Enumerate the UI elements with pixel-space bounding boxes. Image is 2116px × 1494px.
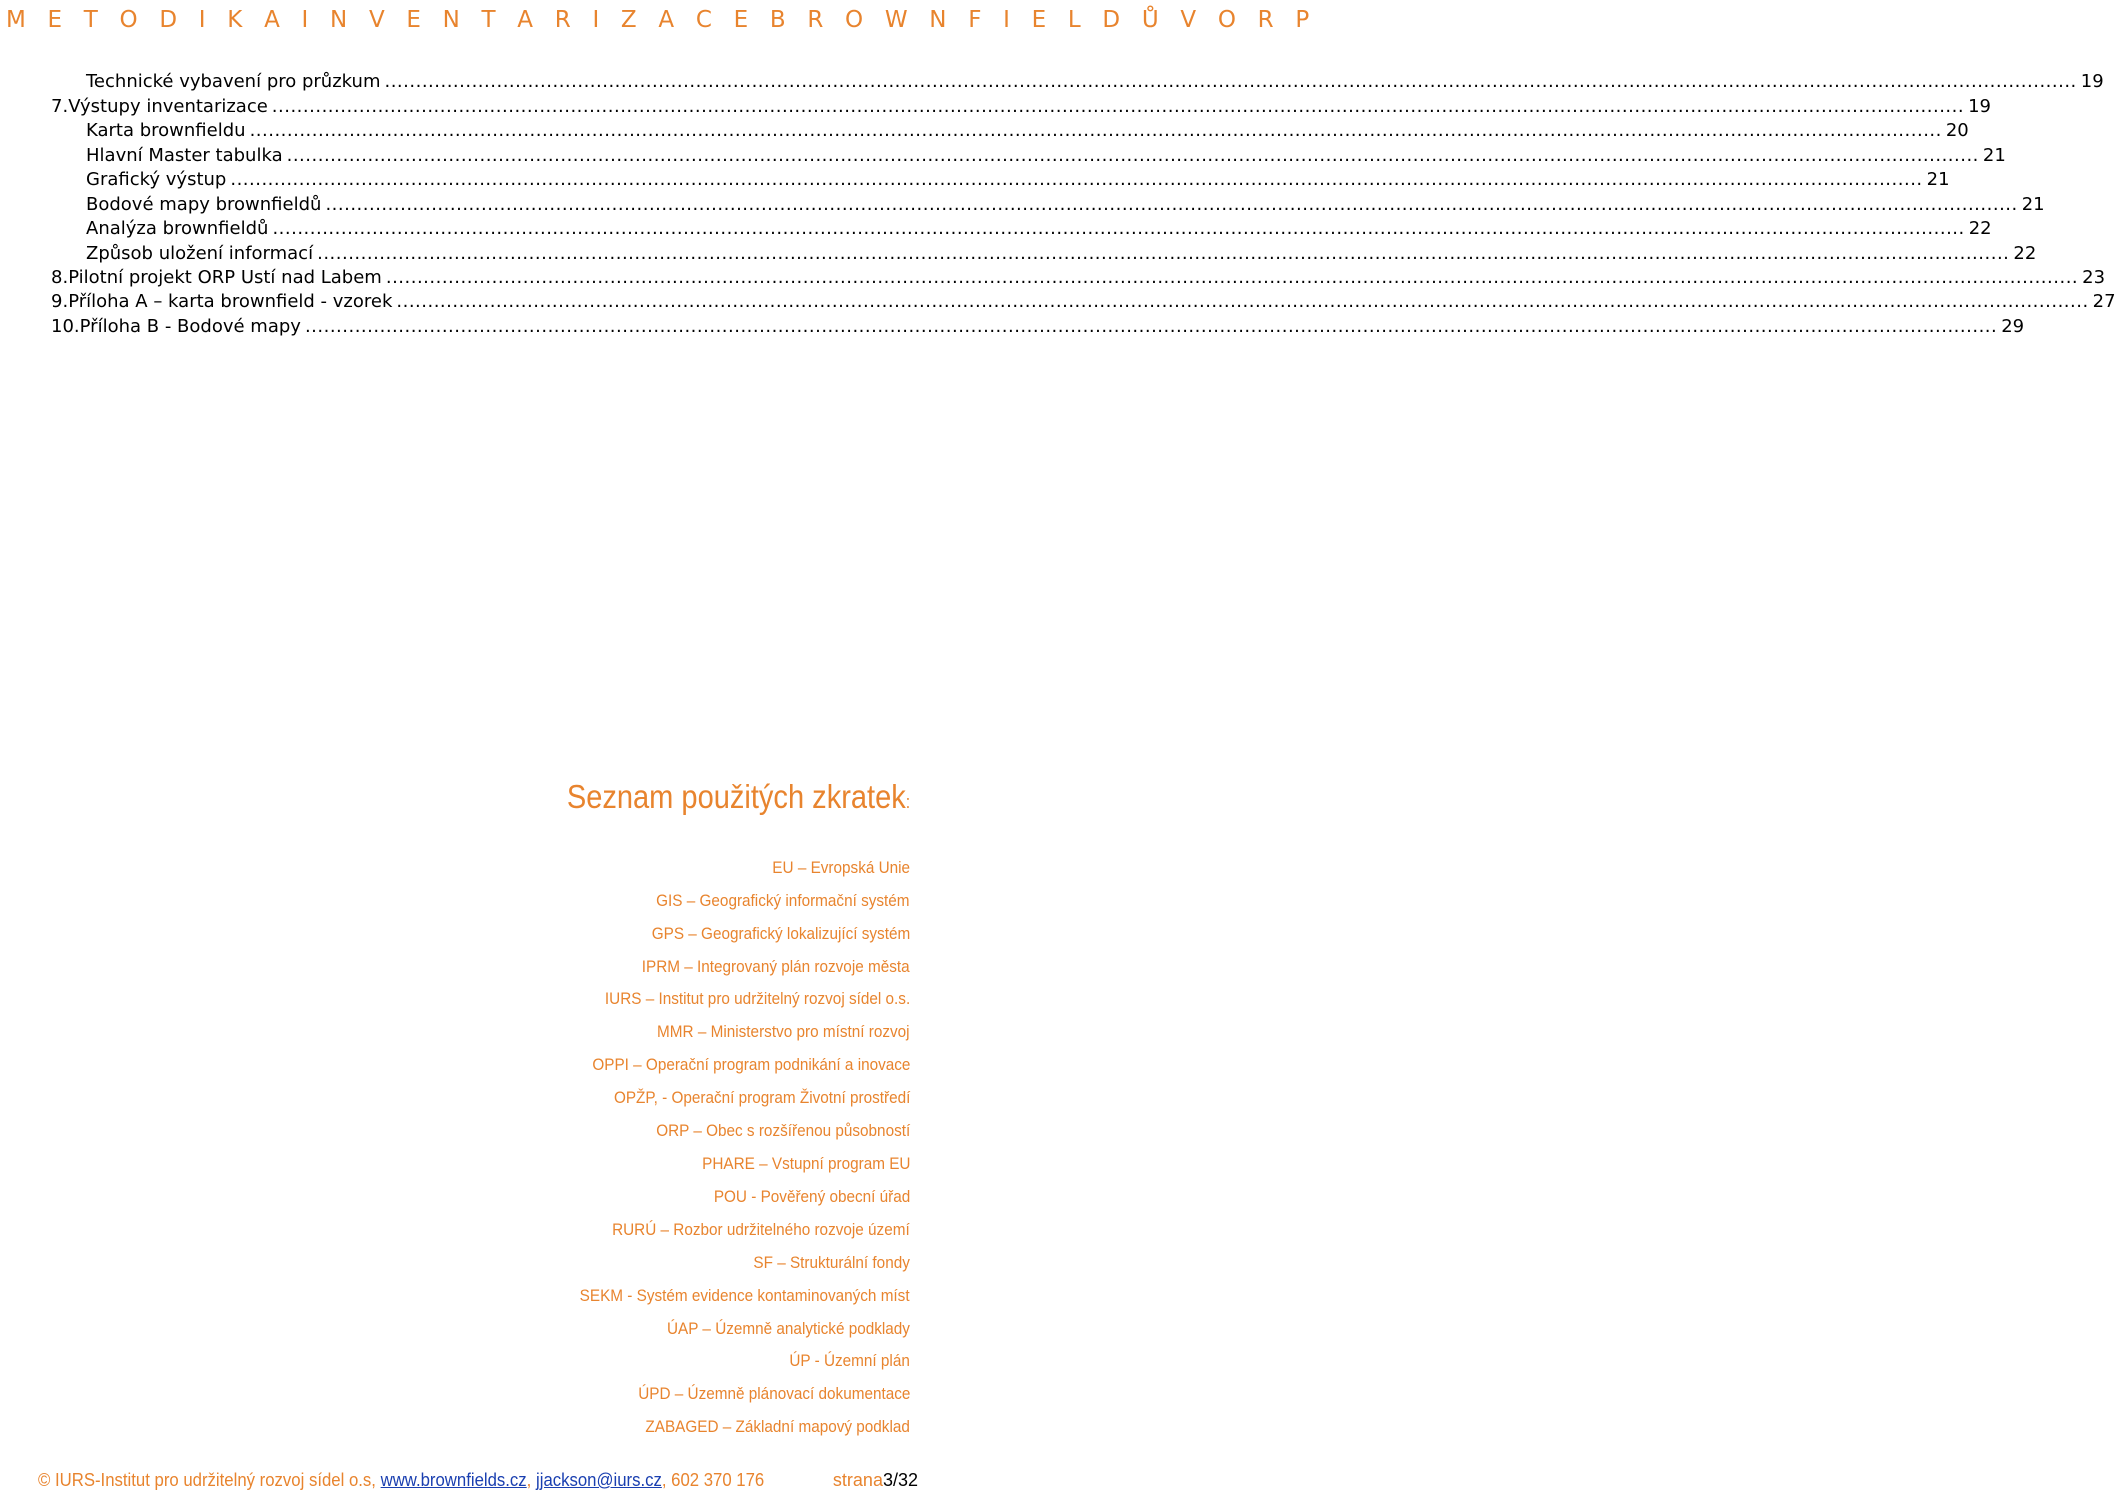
toc-entry[interactable]: [86, 242, 2037, 266]
abbreviation-item: GPS – Geografický lokalizující systém: [651, 924, 910, 943]
toc-title: Grafický výstup: [86, 169, 227, 190]
abbreviation-item: ÚP - Územní plán: [789, 1351, 910, 1370]
toc-title: Karta brownfieldu: [86, 120, 246, 141]
toc-title: Pilotní projekt ORP Ustí nad Labem: [68, 267, 382, 288]
toc-page: 23: [2082, 267, 2106, 288]
toc-leader: [287, 144, 1979, 168]
toc-title: Analýza brownfieldů: [86, 218, 269, 239]
footer-separator: ,: [526, 1470, 537, 1490]
toc-page: 22: [1968, 218, 1992, 239]
toc-entry[interactable]: [86, 70, 2104, 94]
toc-title: Výstupy inventarizace: [68, 96, 268, 117]
email-link[interactable]: jjackson@iurs.cz: [536, 1470, 662, 1490]
toc-number: 8.: [51, 267, 69, 288]
toc-entry[interactable]: [86, 168, 1950, 192]
page-label: strana: [832, 1470, 883, 1490]
toc-title: Technické vybavení pro průzkum: [86, 71, 381, 92]
page-footer: [38, 1467, 918, 1493]
abbreviation-item: IPRM – Integrovaný plán rozvoje města: [642, 957, 910, 976]
abbreviation-item: IURS – Institut pro udržitelný rozvoj sídel o.s.: [604, 989, 910, 1008]
abbreviation-item: MMR – Ministerstvo pro místní rozvoj: [657, 1022, 910, 1041]
abbreviation-item: PHARE – Vstupní program EU: [701, 1154, 910, 1173]
abbreviation-item: ÚPD – Územně plánovací dokumentace: [637, 1384, 910, 1403]
toc-leader: [272, 217, 1964, 241]
toc-page: 21: [2021, 194, 2045, 215]
abbreviation-item: OPPI – Operační program podnikání a inovace: [591, 1055, 910, 1074]
abbreviation-item: POU - Pověřený obecní úřad: [713, 1187, 910, 1206]
abbreviation-item: GIS – Geografický informační systém: [656, 891, 910, 910]
toc-leader: [325, 193, 2017, 217]
abbreviation-item: SEKM - Systém evidence kontaminovaných míst: [580, 1286, 910, 1305]
toc-page: 21: [1926, 169, 1950, 190]
toc-entry[interactable]: [51, 290, 2116, 314]
toc-leader: [384, 70, 2076, 94]
toc-title: Hlavní Master tabulka: [86, 145, 283, 166]
footer-phone: , 602 370 176: [661, 1470, 765, 1490]
toc-page: 21: [1982, 145, 2006, 166]
toc-page: 22: [2013, 243, 2037, 264]
page-number: [833, 1467, 918, 1493]
toc-entry[interactable]: [51, 266, 2106, 290]
toc-leader: [317, 242, 2009, 266]
footer-prefix: © IURS-Institut pro udržitelný rozvoj sídel o.s,: [38, 1470, 381, 1490]
toc-entry[interactable]: [86, 119, 1969, 143]
toc-number: 7.: [51, 96, 69, 117]
toc-leader: [272, 95, 1964, 119]
toc-leader: [250, 119, 1942, 143]
abbreviation-item: RURÚ – Rozbor udržitelného rozvoje území: [612, 1220, 910, 1239]
toc-leader: [386, 266, 2078, 290]
toc-page: 19: [1968, 96, 1991, 117]
toc-leader: [396, 290, 2088, 314]
toc-entry[interactable]: [51, 95, 1991, 119]
toc-page: 20: [1945, 120, 1969, 141]
toc-title: Způsob uložení informací: [86, 243, 314, 264]
toc-title: Příloha A – karta brownfield - vzorek: [68, 291, 393, 312]
footer-credits: [38, 1467, 764, 1493]
toc-title: Bodové mapy brownfieldů: [86, 194, 322, 215]
abbreviation-item: EU – Evropská Unie: [772, 858, 910, 877]
abbreviations-heading: [567, 774, 910, 820]
toc-leader: [305, 315, 1997, 339]
toc-entry[interactable]: [86, 144, 2006, 168]
website-link[interactable]: www.brownfields.cz: [380, 1470, 527, 1490]
toc-entry[interactable]: [86, 193, 2045, 217]
abbreviation-item: SF – Strukturální fondy: [753, 1253, 910, 1272]
toc-number: 10.: [51, 316, 80, 337]
running-header: M E T O D I K A I N V E N T A R I Z A C E B R O W N F I E L D Ů V O R P: [6, 7, 1317, 33]
toc-page: 19: [2080, 71, 2104, 92]
toc-leader: [230, 168, 1922, 192]
abbreviations-heading-colon: :: [905, 792, 910, 812]
toc-title: Příloha B - Bodové mapy: [79, 316, 301, 337]
toc-number: 9.: [51, 291, 69, 312]
toc-entry[interactable]: [86, 217, 1992, 241]
abbreviation-item: OPŽP, - Operační program Životní prostředí: [613, 1088, 910, 1107]
abbreviations-heading-text: Seznam použitých zkratek: [566, 778, 906, 815]
abbreviation-item: ZABAGED – Základní mapový podklad: [645, 1417, 910, 1436]
toc-entry[interactable]: [51, 315, 2025, 339]
toc-page: 27: [2092, 291, 2116, 312]
page-count: 3/32: [882, 1470, 918, 1490]
abbreviation-item: ORP – Obec s rozšířenou působností: [655, 1121, 910, 1140]
abbreviation-item: ÚAP – Územně analytické podklady: [667, 1319, 910, 1338]
toc-page: 29: [2001, 316, 2025, 337]
